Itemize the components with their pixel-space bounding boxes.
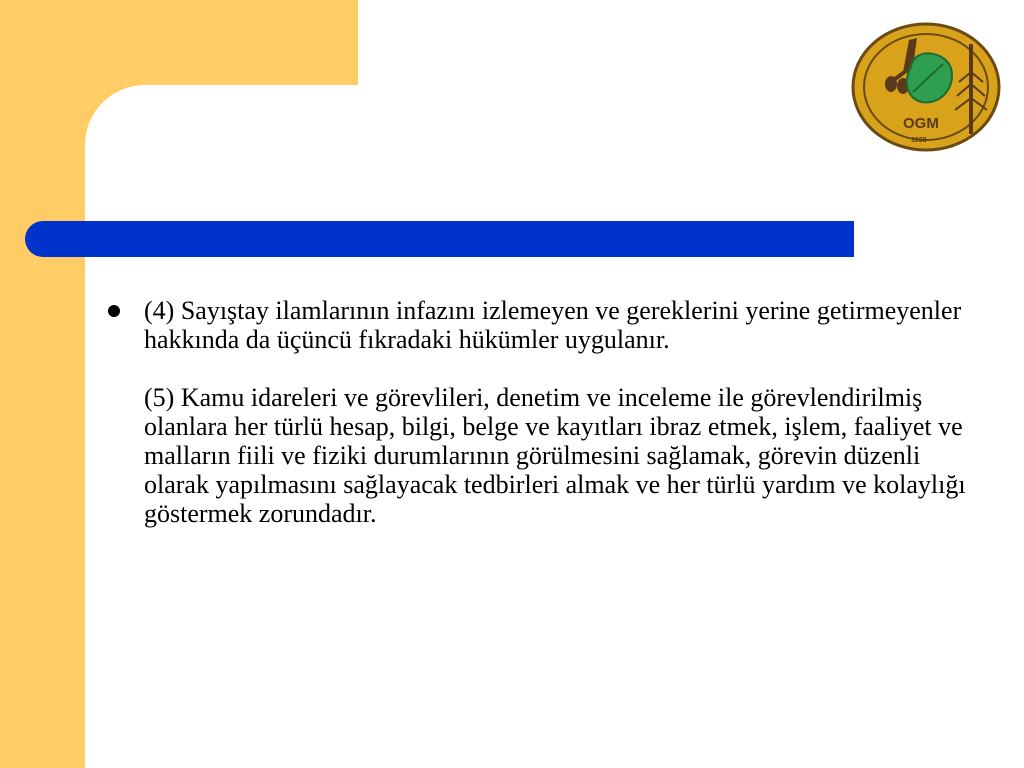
paragraph-4-text: (4) Sayıştay ilamlarının infazını izlemeyen ve gereklerini yerine getirmeyenler hakkında da üçüncü fıkradaki hükümler uygulanır.	[144, 296, 962, 354]
left-accent-band	[0, 0, 85, 768]
title-divider-bar	[25, 221, 854, 257]
paragraph-4	[104, 296, 984, 354]
paragraph-5	[104, 383, 984, 528]
bullet-icon	[108, 305, 120, 317]
logo-text: OGM	[903, 115, 939, 132]
ogm-emblem-icon	[851, 22, 1001, 152]
paragraph-5-text: (5) Kamu idareleri ve görevlileri, denetim ve inceleme ile görevlendirilmiş olanlara her türlü hesap, bilgi, belge ve kayıtları ibraz etmek, işlem, faaliyet ve malların fiili ve fiziki durumlarının görülmesini sağlamak, görevin düzenli olarak yapılmasını sağlayacak tedbirleri almak ve her türlü yardım ve kolaylığı göstermek zorundadır.	[144, 383, 966, 528]
content-corner	[85, 85, 205, 205]
top-accent-band	[0, 0, 358, 85]
logo-year: 1839	[911, 137, 927, 144]
slide-body	[104, 296, 984, 528]
